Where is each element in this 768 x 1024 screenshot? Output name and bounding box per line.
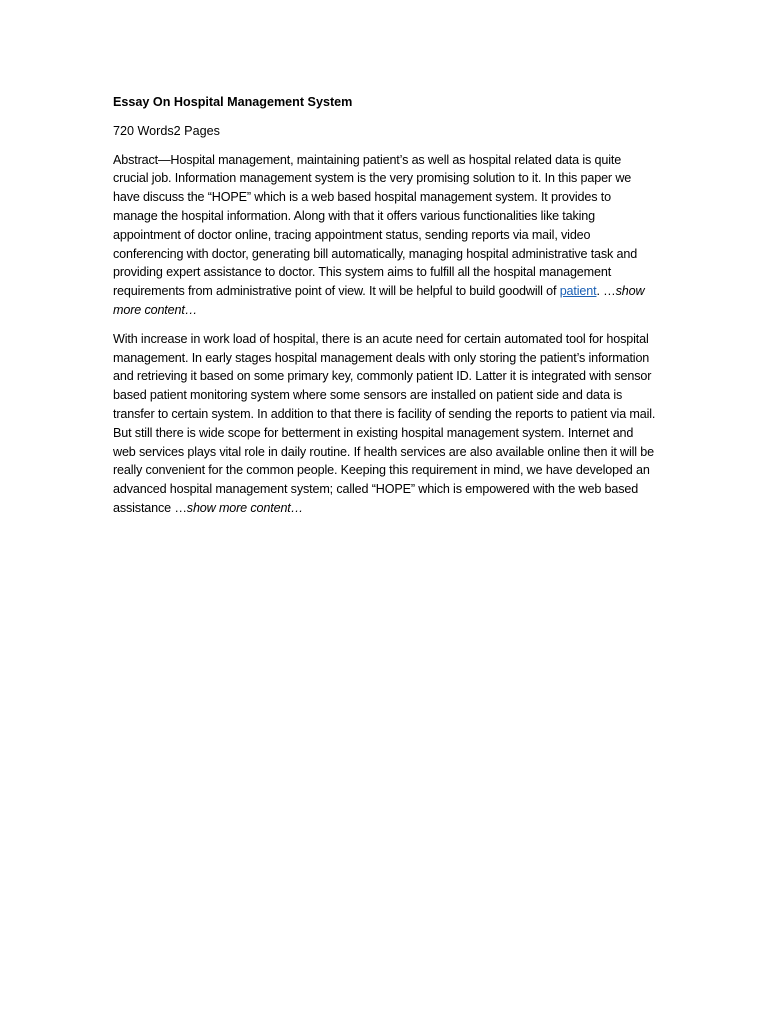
- paragraph-introduction-text: With increase in work load of hospital, there is an acute need for certain automated tool for hospital management. In early stages hospital management deals with only storing the patient’s information and retrieving it based on some primary key, commonly patient ID. Latter it is integrated with sensor based patient monitoring system where some sensors are installed on patient side and data is transfer to certain system. In addition to that there is facility of sending the reports to patient via mail. But still there is wide scope for betterment in existing hospital management system. Internet and web services plays vital role in daily routine. If health services are also available online then it will be really convenient for the common people. Keeping this requirement in mind, we have developed an advanced hospital management system; called “HOPE” which is empowered with the web based assistance …: [113, 331, 656, 515]
- patient-link[interactable]: patient: [559, 284, 597, 299]
- paragraph-abstract-text: Abstract—Hospital management, maintaining patient’s as well as hospital related data is quite crucial job. Information management system is the very promising solution to it. In this paper we have discuss the “HOPE” which is a web based hospital management system. It provides to manage the hospital information. Along with that it offers various functionalities like taking appointment of doctor online, tracing appointment status, sending reports via mail, video conferencing with doctor, generating bill automatically, managing hospital administrative task and providing expert assistance to doctor. This system aims to fulfill all the hospital management requirements from administrative point of view. It will be helpful to build goodwill of: [113, 152, 638, 299]
- word-page-count: 720 Words2 Pages: [113, 123, 220, 138]
- paragraph-abstract: [113, 151, 658, 320]
- show-more-link[interactable]: show more content…: [113, 284, 645, 317]
- document-page: [113, 93, 658, 528]
- show-more-link[interactable]: show more content…: [186, 500, 304, 515]
- paragraph-introduction: [113, 330, 658, 518]
- essay-title: Essay On Hospital Management System: [113, 95, 353, 109]
- ellipsis-text: . …: [596, 284, 616, 299]
